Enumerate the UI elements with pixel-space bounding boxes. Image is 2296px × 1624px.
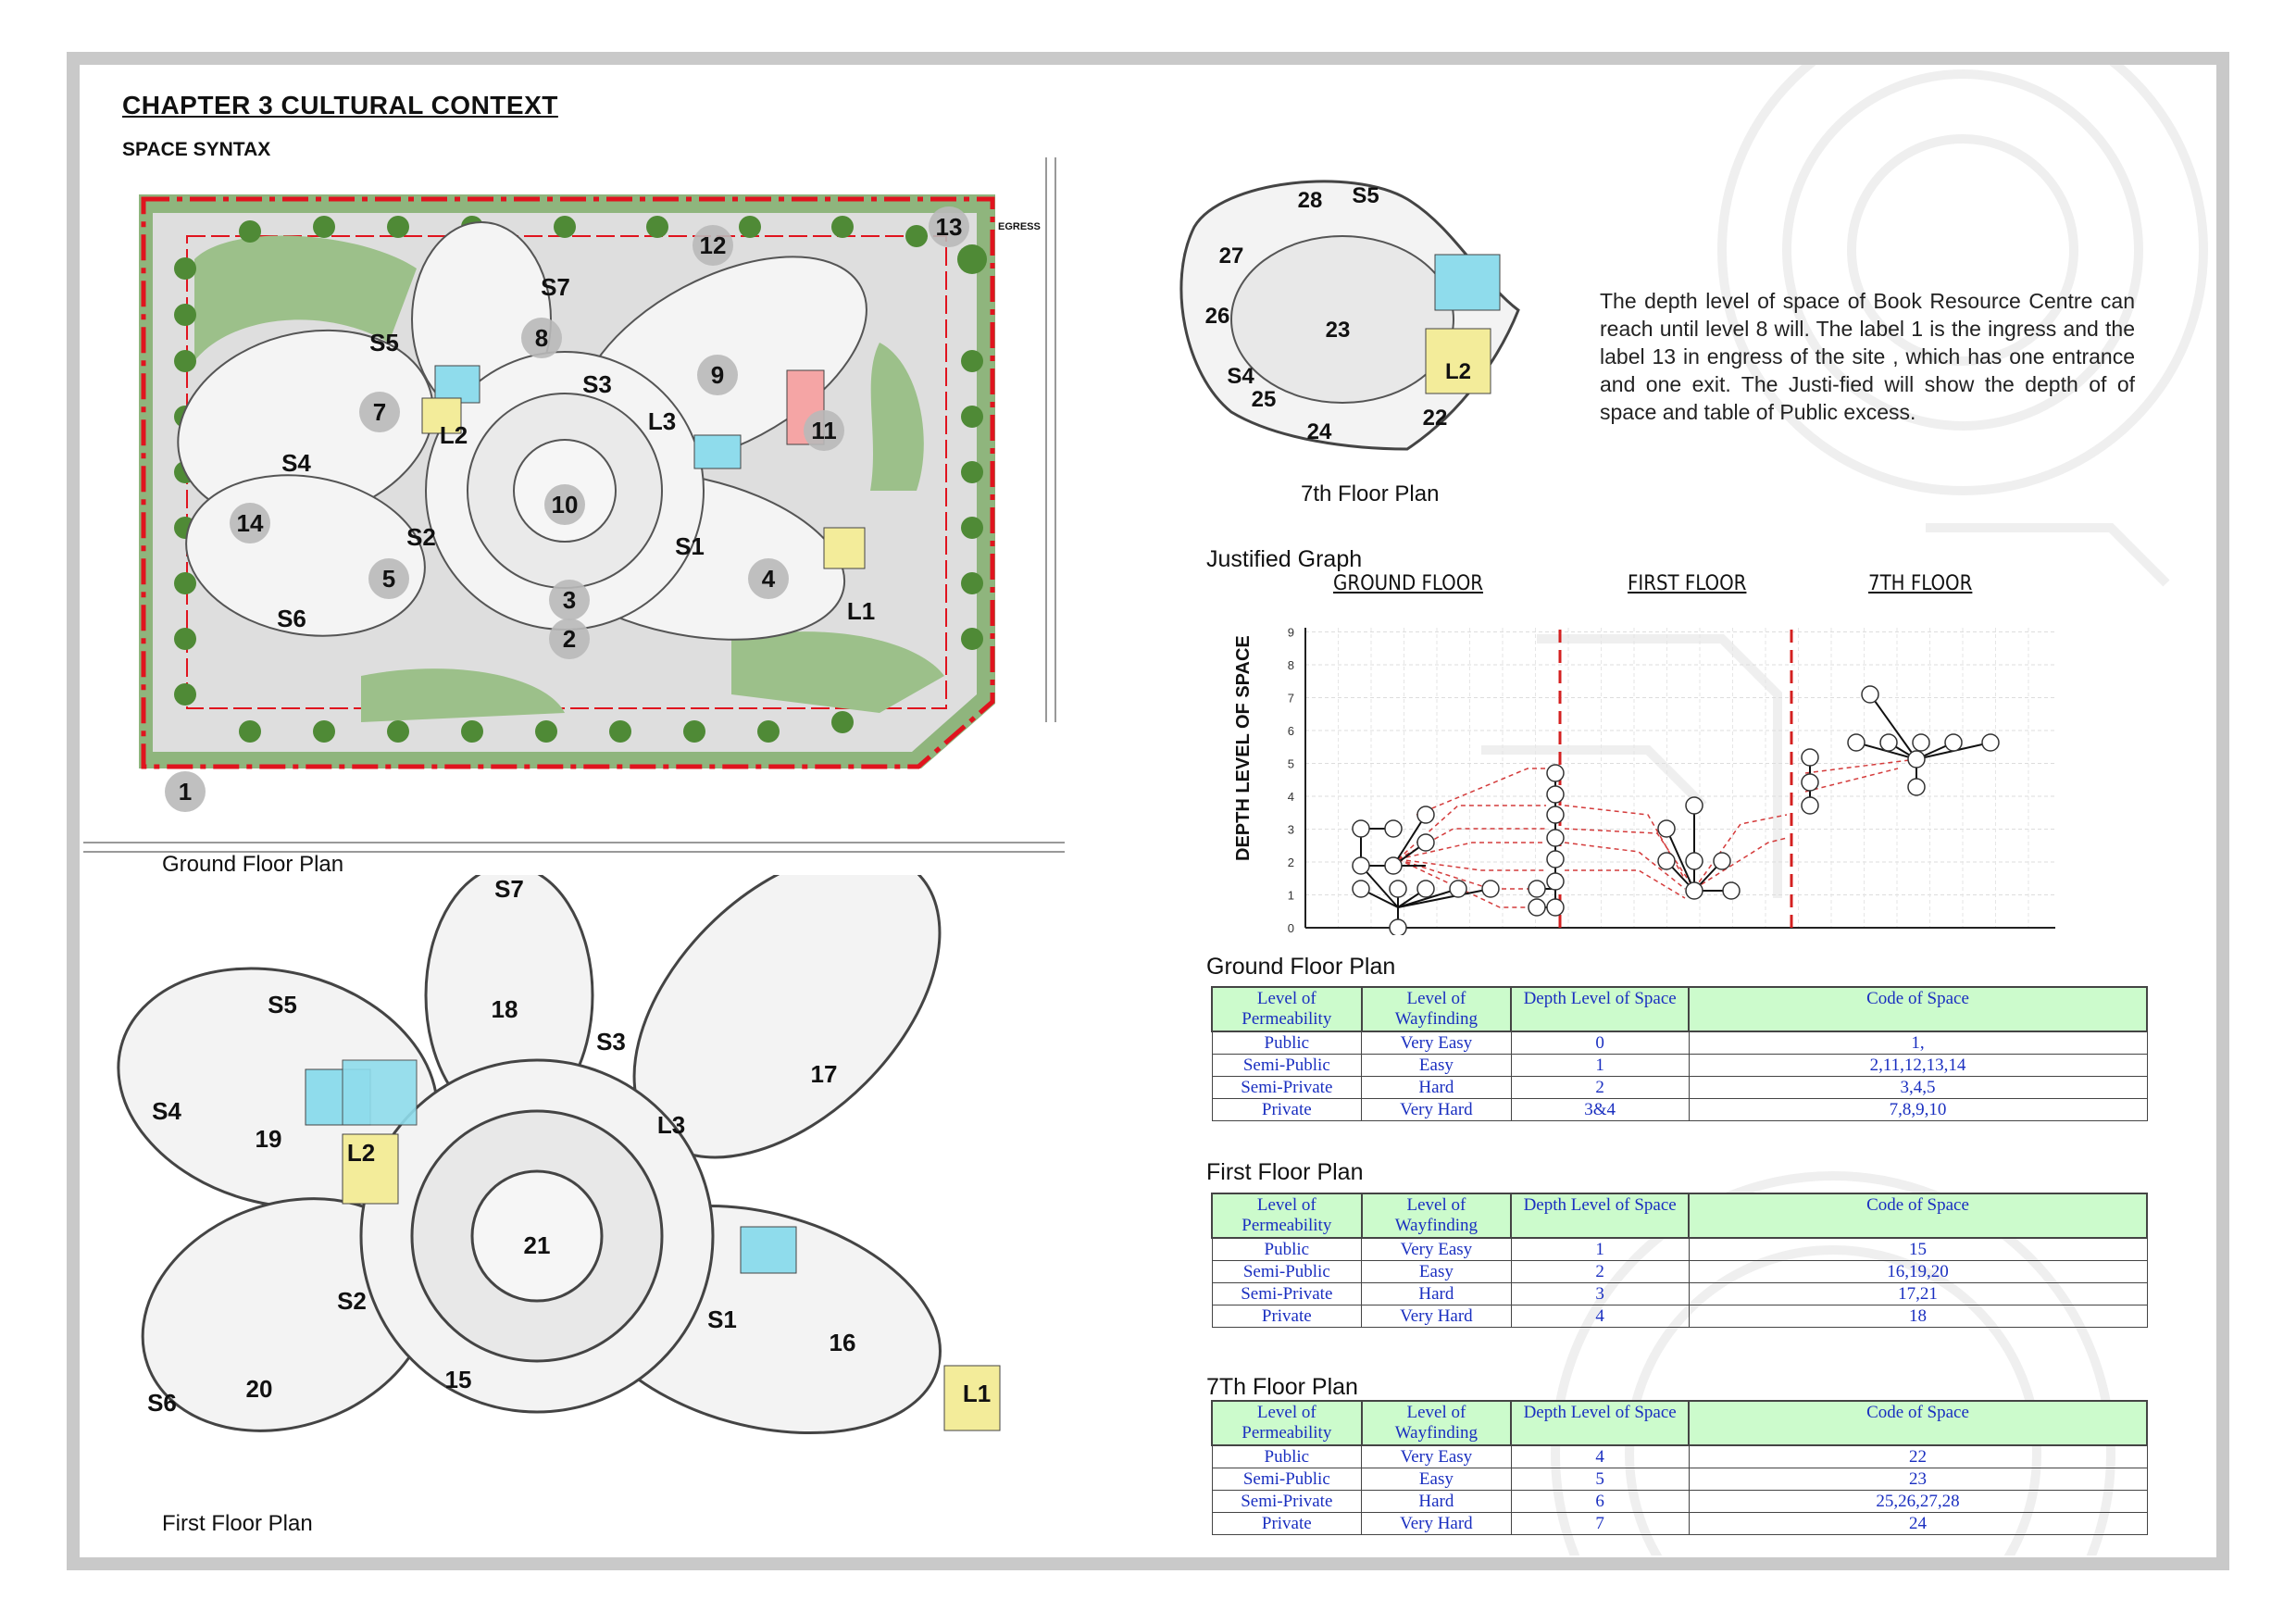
table-cell: Very Easy — [1362, 1031, 1512, 1055]
table-row — [1212, 1305, 2147, 1328]
space-label-25: 25 — [1251, 387, 1277, 412]
table-cell: Very Hard — [1362, 1305, 1512, 1328]
graph-y-axis-label: DEPTH LEVEL OF SPACE — [1233, 635, 1254, 861]
space-label-27: 27 — [1218, 244, 1244, 269]
graph-y-tick: 8 — [1287, 658, 1294, 672]
table-cell: 6 — [1511, 1491, 1689, 1513]
space-label-s6: S6 — [277, 605, 306, 632]
space-label-s3: S3 — [582, 370, 612, 398]
graph-y-tick: 6 — [1287, 724, 1294, 738]
graph-node — [1945, 734, 1962, 751]
table-cell: Semi-Public — [1212, 1468, 1362, 1491]
graph-node — [1848, 734, 1865, 751]
space-label-l3: L3 — [647, 407, 677, 435]
table-header-cell: Level of Wayfinding — [1362, 1193, 1512, 1238]
table-cell: 4 — [1511, 1305, 1689, 1328]
table-cell: 1, — [1689, 1031, 2147, 1055]
graph-y-tick: 5 — [1287, 756, 1294, 771]
table-header-cell: Depth Level of Space — [1511, 1401, 1689, 1445]
graph-section-ground-floor: GROUND FLOOR — [1333, 572, 1484, 595]
space-label-s7: S7 — [494, 875, 524, 903]
space-label-s4: S4 — [281, 449, 311, 477]
graph-node — [1417, 881, 1434, 897]
graph-y-tick: 2 — [1287, 856, 1294, 869]
space-label-26: 26 — [1204, 304, 1230, 329]
justified-graph-title: Justified Graph — [1206, 546, 1363, 572]
table-cell: 4 — [1511, 1445, 1689, 1468]
table-cell: 25,26,27,28 — [1689, 1491, 2147, 1513]
table-cell: Semi-Private — [1212, 1077, 1362, 1099]
graph-node — [1880, 734, 1897, 751]
space-label-l2: L2 — [346, 1139, 376, 1167]
table-header-cell: Level of Permeability — [1212, 987, 1362, 1031]
table-row — [1212, 1077, 2147, 1099]
table-cell: 16,19,20 — [1689, 1261, 2147, 1283]
table-cell: Private — [1212, 1513, 1362, 1535]
graph-node — [1547, 851, 1564, 868]
table-2-label: First Floor Plan — [1206, 1159, 1364, 1185]
table-header-row — [1212, 1401, 2147, 1445]
graph-node — [1686, 797, 1703, 814]
graph-node — [1714, 853, 1730, 869]
table-cell: Hard — [1362, 1491, 1512, 1513]
space-label-3: 3 — [562, 586, 577, 614]
table-cell: Public — [1212, 1445, 1362, 1468]
table-row — [1212, 1283, 2147, 1305]
table-cell: Hard — [1362, 1077, 1512, 1099]
space-label-l2: L2 — [439, 421, 468, 449]
table-header-cell: Code of Space — [1689, 1401, 2147, 1445]
table-header-cell: Depth Level of Space — [1511, 987, 1689, 1031]
table-cell: Very Hard — [1362, 1099, 1512, 1121]
table-row — [1212, 1261, 2147, 1283]
table-cell: 15 — [1689, 1238, 2147, 1261]
table-row — [1212, 1513, 2147, 1535]
graph-node — [1547, 830, 1564, 846]
graph-y-tick: 4 — [1287, 790, 1294, 804]
table-cell: 2 — [1511, 1077, 1689, 1099]
table-cell: Private — [1212, 1099, 1362, 1121]
table-cell: 1 — [1511, 1055, 1689, 1077]
graph-node — [1802, 774, 1818, 791]
graph-node — [1686, 882, 1703, 899]
graph-node — [1802, 749, 1818, 766]
space-label-16: 16 — [829, 1329, 856, 1356]
table-header-row — [1212, 987, 2147, 1031]
table-row — [1212, 1491, 2147, 1513]
ground-floor-plan-label: Ground Floor Plan — [162, 852, 344, 877]
space-label-7: 7 — [372, 398, 387, 426]
graph-node — [1529, 881, 1545, 897]
table-row — [1212, 1238, 2147, 1261]
table-header-cell: Level of Permeability — [1212, 1401, 1362, 1445]
graph-node — [1547, 873, 1564, 890]
description-paragraph: The depth level of space of Book Resource Centre can reach until level 8 will. The label 1 is the ingress and the label 13 in engress of the site , which has one entrance and one exit. The Justi-fied will show the depth of of space and table of Public excess. — [1600, 289, 2135, 424]
space-label-21: 21 — [523, 1231, 551, 1259]
space-label-14: 14 — [236, 509, 264, 537]
table-header-cell: Level of Wayfinding — [1362, 1401, 1512, 1445]
space-label-l2: L2 — [1444, 359, 1472, 384]
graph-section-first-floor: FIRST FLOOR — [1628, 572, 1747, 595]
table-cell: 3 — [1511, 1283, 1689, 1305]
graph-y-tick: 1 — [1287, 888, 1294, 903]
table-cell: 2,11,12,13,14 — [1689, 1055, 2147, 1077]
graph-node — [1390, 919, 1406, 935]
space-label-18: 18 — [491, 995, 518, 1023]
space-label-28: 28 — [1297, 188, 1323, 213]
table-cell: Public — [1212, 1238, 1362, 1261]
table-cell: 0 — [1511, 1031, 1689, 1055]
seventh-floor-plan — [1167, 171, 1555, 468]
seventh-floor-table — [1211, 1400, 2148, 1535]
space-label-11: 11 — [811, 417, 837, 444]
space-label-24: 24 — [1306, 419, 1332, 444]
first-floor-plan — [111, 875, 1037, 1477]
graph-y-tick: 9 — [1287, 625, 1294, 640]
space-label-s3: S3 — [596, 1028, 626, 1056]
graph-y-tick: 3 — [1287, 822, 1294, 837]
table-row — [1212, 1445, 2147, 1468]
table-cell: 3&4 — [1511, 1099, 1689, 1121]
graph-node — [1385, 857, 1402, 874]
space-label-s5: S5 — [1352, 183, 1379, 208]
space-label-s5: S5 — [268, 991, 297, 1018]
graph-node — [1547, 765, 1564, 781]
space-label-s2: S2 — [406, 523, 436, 551]
page-title: CHAPTER 3 CULTURAL CONTEXT — [122, 91, 558, 119]
page-subtitle: SPACE SYNTAX — [122, 139, 271, 160]
table-cell: 5 — [1511, 1468, 1689, 1491]
graph-node — [1547, 806, 1564, 823]
space-label-l3: L3 — [656, 1111, 686, 1139]
graph-node — [1686, 853, 1703, 869]
space-label-l1: L1 — [962, 1380, 992, 1407]
graph-node — [1982, 734, 1999, 751]
table-header-cell: Depth Level of Space — [1511, 1193, 1689, 1238]
space-label-s2: S2 — [337, 1287, 367, 1315]
table-cell: Public — [1212, 1031, 1362, 1055]
table-cell: 24 — [1689, 1513, 2147, 1535]
table-row — [1212, 1099, 2147, 1121]
table-cell: Very Hard — [1362, 1513, 1512, 1535]
space-label-15: 15 — [444, 1366, 472, 1393]
space-label-12: 12 — [699, 231, 727, 259]
table-row — [1212, 1055, 2147, 1077]
table-header-cell: Code of Space — [1689, 1193, 2147, 1238]
table-cell: 18 — [1689, 1305, 2147, 1328]
graph-node — [1723, 882, 1740, 899]
table-cell: 3,4,5 — [1689, 1077, 2147, 1099]
table-1-label: Ground Floor Plan — [1206, 954, 1396, 980]
space-label-17: 17 — [810, 1060, 838, 1088]
justified-graph — [1250, 620, 2065, 935]
graph-node — [1529, 899, 1545, 916]
graph-node — [1802, 797, 1818, 814]
table-cell: 2 — [1511, 1261, 1689, 1283]
table-cell: 7,8,9,10 — [1689, 1099, 2147, 1121]
table-cell: Semi-Public — [1212, 1055, 1362, 1077]
table-row — [1212, 1031, 2147, 1055]
table-cell: Very Easy — [1362, 1238, 1512, 1261]
space-label-s1: S1 — [675, 532, 705, 560]
space-label-s5: S5 — [369, 329, 399, 356]
space-label-s6: S6 — [147, 1389, 177, 1417]
graph-y-tick: 0 — [1287, 921, 1294, 935]
graph-node — [1547, 786, 1564, 803]
graph-node — [1390, 881, 1406, 897]
table-cell: 22 — [1689, 1445, 2147, 1468]
table-cell: Semi-Private — [1212, 1491, 1362, 1513]
table-header-row — [1212, 1193, 2147, 1238]
table-cell: 17,21 — [1689, 1283, 2147, 1305]
graph-node — [1658, 853, 1675, 869]
space-label-23: 23 — [1325, 318, 1351, 343]
ground-floor-plan — [83, 157, 1065, 861]
table-cell: Semi-Private — [1212, 1283, 1362, 1305]
space-label-20: 20 — [245, 1375, 273, 1403]
space-label-2: 2 — [562, 625, 577, 653]
first-floor-plan-label: First Floor Plan — [162, 1511, 313, 1536]
space-label-4: 4 — [761, 565, 776, 593]
space-label-9: 9 — [710, 361, 725, 389]
table-cell: Easy — [1362, 1055, 1512, 1077]
table-header-cell: Code of Space — [1689, 987, 2147, 1031]
table-row — [1212, 1468, 2147, 1491]
space-label-s1: S1 — [707, 1305, 737, 1333]
graph-node — [1908, 751, 1925, 768]
first-floor-table — [1211, 1193, 2148, 1328]
space-label-8: 8 — [534, 324, 549, 352]
table-cell: Very Easy — [1362, 1445, 1512, 1468]
space-label-s4: S4 — [152, 1097, 181, 1125]
table-cell: Private — [1212, 1305, 1362, 1328]
table-cell: 1 — [1511, 1238, 1689, 1261]
table-cell: Easy — [1362, 1468, 1512, 1491]
space-label-1: 1 — [178, 778, 193, 806]
graph-node — [1547, 899, 1564, 916]
graph-y-tick: 7 — [1287, 691, 1294, 706]
graph-node — [1417, 806, 1434, 823]
space-label-19: 19 — [255, 1125, 282, 1153]
graph-node — [1385, 820, 1402, 837]
space-label-13: 13 — [935, 213, 963, 241]
table-header-cell: Level of Wayfinding — [1362, 987, 1512, 1031]
seventh-floor-plan-label: 7th Floor Plan — [1301, 481, 1440, 506]
graph-node — [1908, 779, 1925, 795]
space-label-22: 22 — [1422, 406, 1448, 431]
table-cell: Easy — [1362, 1261, 1512, 1283]
graph-node — [1353, 820, 1369, 837]
graph-node — [1417, 834, 1434, 851]
table-cell: 23 — [1689, 1468, 2147, 1491]
graph-node — [1353, 857, 1369, 874]
graph-node — [1482, 881, 1499, 897]
ground-floor-table — [1211, 986, 2148, 1121]
table-cell: Hard — [1362, 1283, 1512, 1305]
space-label-10: 10 — [551, 491, 579, 518]
graph-section-seventh-floor: 7TH FLOOR — [1868, 572, 1973, 595]
table-header-cell: Level of Permeability — [1212, 1193, 1362, 1238]
graph-node — [1353, 881, 1369, 897]
graph-node — [1862, 686, 1878, 703]
graph-node — [1450, 881, 1466, 897]
space-label-5: 5 — [381, 565, 396, 593]
graph-node — [1913, 734, 1929, 751]
graph-node — [1658, 820, 1675, 837]
table-cell: 7 — [1511, 1513, 1689, 1535]
table-cell: Semi-Public — [1212, 1261, 1362, 1283]
space-label-s7: S7 — [541, 273, 570, 301]
space-label-s4: S4 — [1227, 364, 1254, 389]
egress-label: EGRESS — [998, 221, 1041, 232]
space-label-l1: L1 — [846, 597, 876, 625]
table-3-label: 7Th Floor Plan — [1206, 1374, 1358, 1400]
